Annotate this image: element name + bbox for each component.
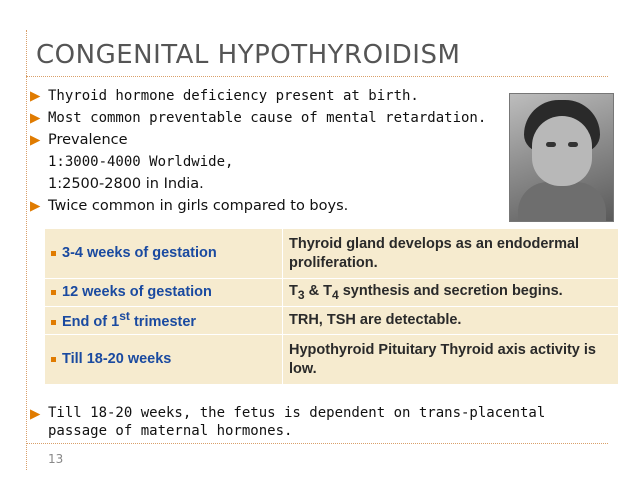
event-label: TRH, TSH are detectable. (289, 312, 462, 329)
table-cell-event (283, 279, 619, 307)
table-cell-stage (45, 229, 283, 279)
footer-bullet-line1: Till 18-20 weeks, the fetus is dependent on trans-placental (48, 405, 546, 421)
stage-label: Till 18-20 weeks (62, 351, 172, 368)
table-cell-stage (45, 307, 283, 335)
event-label: Hypothyroid Pituitary Thyroid axis activity is low. (289, 341, 596, 377)
event-subscript: 3 (297, 287, 305, 302)
square-bullet-icon (51, 320, 56, 325)
table-row (45, 229, 619, 279)
slide-number: 13 (48, 452, 64, 466)
title-divider (26, 76, 608, 77)
triangle-bullet-icon: ▶ (30, 110, 41, 126)
stage-label: 12 weeks of gestation (62, 284, 212, 301)
table-cell-event (283, 229, 619, 279)
table-cell-event (283, 335, 619, 385)
bullet-text-3: Prevalence (48, 132, 128, 148)
triangle-bullet-icon: ▶ (30, 88, 41, 104)
photo-face-shape (532, 116, 592, 186)
slide-title: CONGENITAL HYPOTHYROIDISM (36, 40, 461, 70)
table-row (45, 335, 619, 385)
stage-label: 3-4 weeks of gestation (62, 245, 217, 262)
prevalence-worldwide: 1:3000-4000 Worldwide, (48, 154, 234, 170)
event-subscript: 4 (331, 287, 339, 302)
table-row (45, 307, 619, 335)
left-decorative-line (26, 30, 27, 470)
event-label-part: T (289, 282, 298, 299)
bullet-text-1: Thyroid hormone deficiency present at birth. (48, 88, 419, 104)
footer-divider (26, 443, 608, 444)
photo-eye-right (568, 142, 578, 147)
stage-label-part: trimester (129, 313, 197, 330)
triangle-bullet-icon: ▶ (30, 132, 41, 148)
photo-body-shape (518, 182, 606, 222)
footer-bullet-line2: passage of maternal hormones. (48, 423, 293, 439)
bullet-text-2: Most common preventable cause of mental retardation. (48, 110, 487, 126)
table-cell-event (283, 307, 619, 335)
child-photo (509, 93, 614, 222)
square-bullet-icon (51, 290, 56, 295)
square-bullet-icon (51, 357, 56, 362)
gestation-table (44, 228, 619, 385)
bullet-text-4: Twice common in girls compared to boys. (48, 198, 349, 214)
stage-superscript: st (119, 309, 130, 324)
table-cell-stage (45, 335, 283, 385)
table-cell-stage (45, 279, 283, 307)
triangle-bullet-icon: ▶ (30, 198, 41, 214)
stage-label-part: End of 1 (62, 313, 120, 330)
table-row (45, 279, 619, 307)
prevalence-india: 1:2500-2800 in India. (48, 176, 204, 192)
event-label: Thyroid gland develops as an endodermal proliferation. (289, 235, 580, 271)
event-label-part: & T (304, 282, 332, 299)
triangle-bullet-icon: ▶ (30, 406, 41, 422)
square-bullet-icon (51, 251, 56, 256)
photo-eye-left (546, 142, 556, 147)
event-label-part: synthesis and secretion begins. (338, 282, 563, 299)
